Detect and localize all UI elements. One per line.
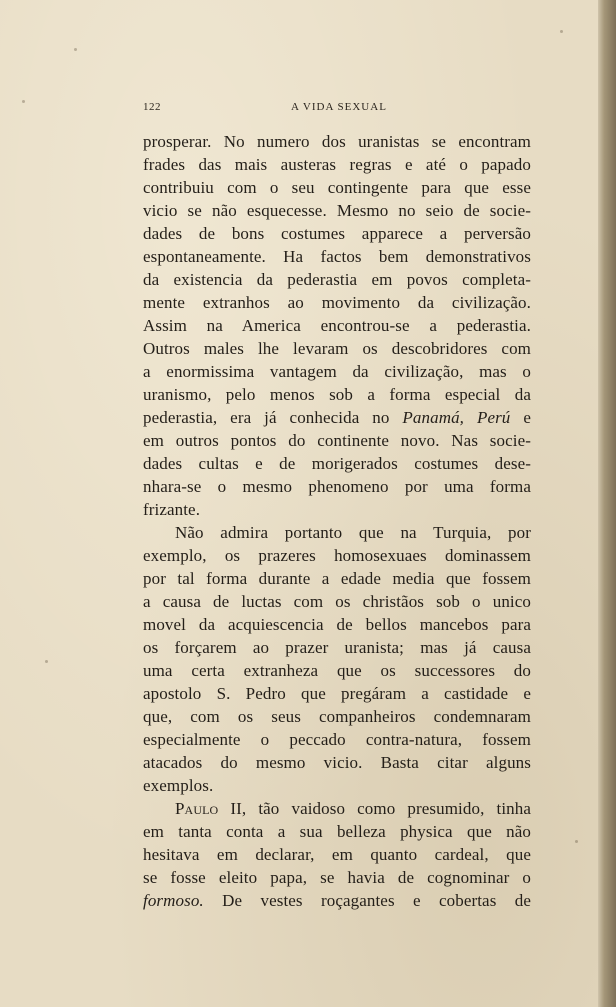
text-line (143, 797, 531, 820)
text-segment: se fosse eleito papa, se havia de cognominar o (143, 868, 531, 887)
text-segment: Outros males lhe levaram os descobridores com (143, 339, 531, 358)
text-segment: exemplo, os prazeres homosexuaes dominassem (143, 546, 531, 565)
text-line (143, 521, 531, 544)
text-line (143, 751, 531, 774)
text-segment: movel da acquiescencia de bellos mancebos para (143, 615, 531, 634)
text-line (143, 613, 531, 636)
text-line (143, 199, 531, 222)
text-segment: dades de bons costumes apparece a perversão (143, 224, 531, 243)
paper-speck (560, 30, 563, 33)
text-line (143, 176, 531, 199)
text-line (143, 774, 531, 797)
paper-speck (74, 48, 77, 51)
text-line (143, 153, 531, 176)
text-segment: a enormissima vantagem da civilização, mas o (143, 362, 531, 381)
text-line (143, 406, 531, 429)
text-line (143, 337, 531, 360)
text-segment: vicio se não esquecesse. Mesmo no seio de socie- (143, 201, 531, 220)
text-segment: De vestes roçagantes e cobertas de (203, 891, 531, 910)
running-head: A VIDA SEXUAL (291, 101, 387, 113)
text-segment: uma certa extranheza que os successores do (143, 661, 531, 680)
text-line (143, 475, 531, 498)
text-segment: Não admira portanto que na Turquia, por (175, 523, 531, 542)
text-line (143, 360, 531, 383)
text-line (143, 636, 531, 659)
text-line (143, 728, 531, 751)
text-line (143, 590, 531, 613)
text-segment: mente extranhos ao movimento da civilização. (143, 293, 531, 312)
text-line (143, 245, 531, 268)
page-header (143, 101, 531, 117)
text-segment: apostolo S. Pedro que pregáram a castidade e (143, 684, 531, 703)
paper-speck (22, 100, 25, 103)
text-line (143, 383, 531, 406)
text-segment: em tanta conta a sua belleza physica que não (143, 822, 531, 841)
page-number: 122 (143, 101, 161, 113)
text-line (143, 130, 531, 153)
text-segment: pederastia, era já conhecida no (143, 408, 403, 427)
italic-text: formoso. (143, 891, 204, 910)
text-segment: frizante. (143, 500, 201, 519)
text-segment: por tal forma durante a edade media que fossem (143, 569, 531, 588)
page-edge (598, 0, 616, 1007)
text-segment: prosperar. No numero dos uranistas se encontram (143, 132, 531, 151)
text-segment: Assim na America encontrou-se a pederastia. (143, 316, 531, 335)
text-line (143, 866, 531, 889)
text-line (143, 705, 531, 728)
text-segment: especialmente o peccado contra-natura, fossem (143, 730, 531, 749)
text-segment: II, tão vaidoso como presumido, tinha (218, 799, 531, 818)
text-segment: frades das mais austeras regras e até o papado (143, 155, 531, 174)
italic-text: Panamá, Perú (402, 408, 511, 427)
small-caps-text: Paulo (175, 799, 219, 818)
text-segment: atacados do mesmo vicio. Basta citar alguns (143, 753, 531, 772)
body-text (143, 130, 531, 912)
text-line (143, 268, 531, 291)
text-line (143, 544, 531, 567)
text-segment: hesitava em declarar, em quanto cardeal, que (143, 845, 531, 864)
text-line (143, 314, 531, 337)
text-line (143, 843, 531, 866)
text-line (143, 429, 531, 452)
text-segment: dades cultas e de morigerados costumes dese- (143, 454, 531, 473)
text-segment: uranismo, pelo menos sob a forma especial da (143, 385, 531, 404)
paper-speck (575, 840, 578, 843)
text-line (143, 291, 531, 314)
text-line (143, 659, 531, 682)
text-line (143, 452, 531, 475)
text-line (143, 889, 531, 912)
text-line (143, 682, 531, 705)
text-segment: espontaneamente. Ha factos bem demonstrativos (143, 247, 531, 266)
text-segment: a causa de luctas com os christãos sob o unico (143, 592, 531, 611)
text-line (143, 222, 531, 245)
text-segment: nhara-se o mesmo phenomeno por uma forma (143, 477, 531, 496)
paper-speck (45, 660, 48, 663)
text-segment: e (510, 408, 531, 427)
text-segment: contribuiu com o seu contingente para que esse (143, 178, 531, 197)
text-line (143, 567, 531, 590)
text-line (143, 498, 531, 521)
text-segment: em outros pontos do continente novo. Nas socie- (143, 431, 531, 450)
text-segment: que, com os seus companheiros condemnaram (143, 707, 531, 726)
text-segment: exemplos. (143, 776, 214, 795)
text-line (143, 820, 531, 843)
text-segment: os forçarem ao prazer uranista; mas já causa (143, 638, 531, 657)
text-segment: da existencia da pederastia em povos completa- (143, 270, 531, 289)
